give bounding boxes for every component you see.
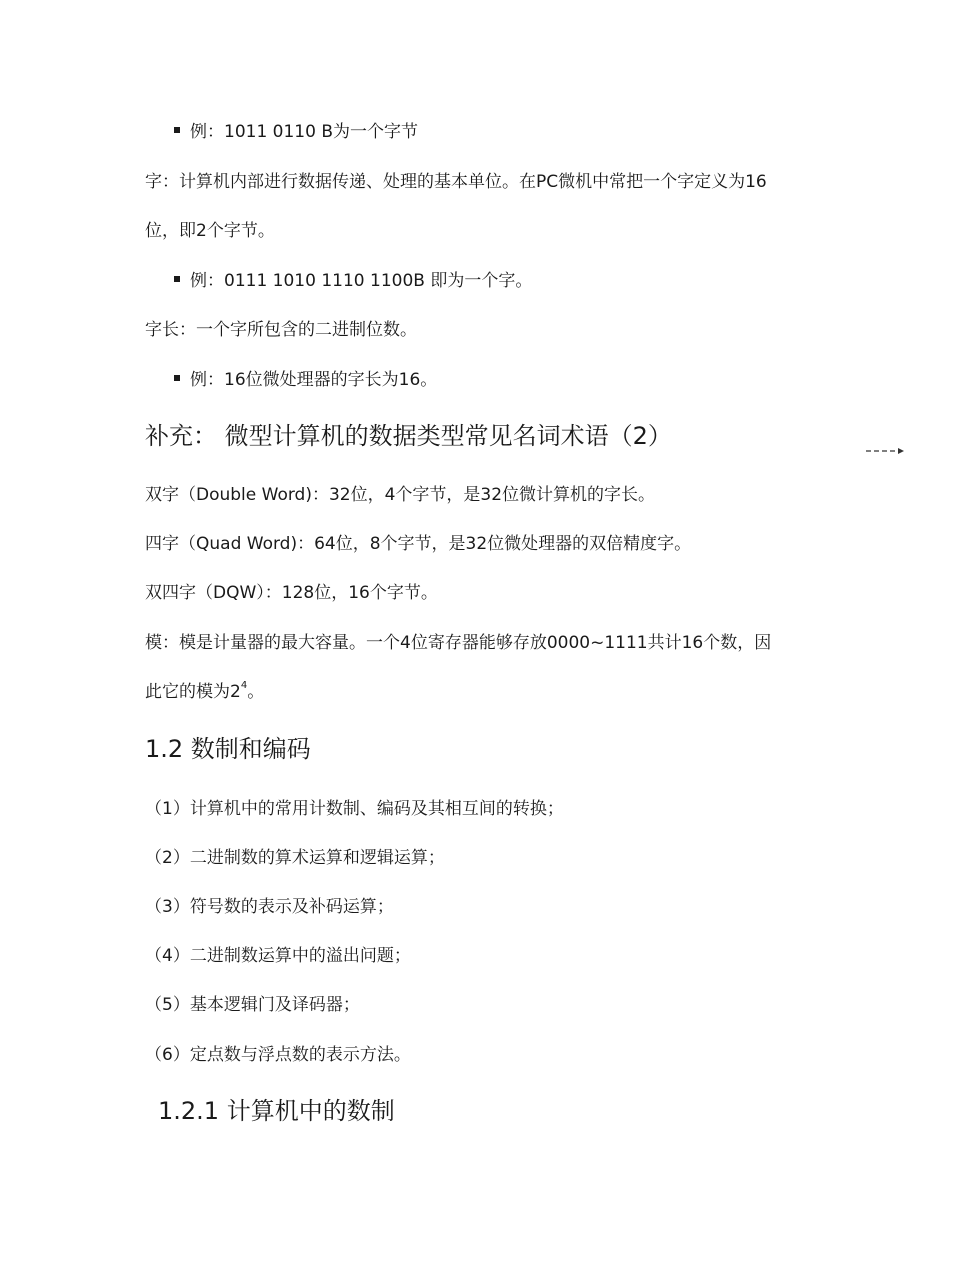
square-bullet-icon xyxy=(174,127,180,133)
modulus-exponent: 4 xyxy=(240,680,248,692)
paragraph-modulus-line1: 模：模是计量器的最大容量。一个4位寄存器能够存放0000~1111共计16个数，因 xyxy=(145,633,772,653)
bullet-text: 例：0111 1010 1110 1100B 即为一个字。 xyxy=(190,271,533,291)
bullet-item-word-example xyxy=(174,269,532,293)
paragraph-word-definition-line1: 字：计算机内部进行数据传递、处理的基本单位。在PC微机中常把一个字定义为16 xyxy=(145,172,767,192)
topic-item-5: （5）基本逻辑门及译码器； xyxy=(145,995,360,1015)
paragraph-word-length-definition: 字长：一个字所包含的二进制位数。 xyxy=(145,320,417,340)
square-bullet-icon xyxy=(174,276,180,282)
bullet-item-byte-example xyxy=(174,120,418,144)
paragraph-quad-word: 四字（Quad Word)：64位，8个字节，是32位微处理器的双倍精度字。 xyxy=(145,534,692,554)
paragraph-modulus-line2 xyxy=(145,680,264,704)
paragraph-double-quad-word: 双四字（DQW）：128位，16个字节。 xyxy=(145,583,438,603)
modulus-period: 。 xyxy=(247,682,265,702)
topic-item-1: （1）计算机中的常用计数制、编码及其相互间的转换； xyxy=(145,799,564,819)
modulus-text: 此它的模为2 xyxy=(145,682,241,702)
heading-section-1-2-1: 1.2.1 计算机中的数制 xyxy=(158,1097,395,1125)
bullet-item-word-length-example xyxy=(174,368,437,392)
bullet-text: 例：1011 0110 B为一个字节 xyxy=(190,122,418,142)
heading-supplement: 补充： 微型计算机的数据类型常见名词术语（2） xyxy=(145,422,672,450)
topic-item-6: （6）定点数与浮点数的表示方法。 xyxy=(145,1045,411,1065)
topic-item-3: （3）符号数的表示及补码运算； xyxy=(145,897,394,917)
square-bullet-icon xyxy=(174,375,180,381)
dashed-arrow-icon xyxy=(866,444,906,458)
bullet-text: 例：16位微处理器的字长为16。 xyxy=(190,370,438,390)
paragraph-double-word: 双字（Double Word)：32位，4个字节，是32位微计算机的字长。 xyxy=(145,485,656,505)
paragraph-word-definition-line2: 位，即2个字节。 xyxy=(145,221,275,241)
topic-item-2: （2）二进制数的算术运算和逻辑运算； xyxy=(145,848,445,868)
heading-section-1-2: 1.2 数制和编码 xyxy=(145,735,311,763)
topic-item-4: （4）二进制数运算中的溢出问题； xyxy=(145,946,411,966)
